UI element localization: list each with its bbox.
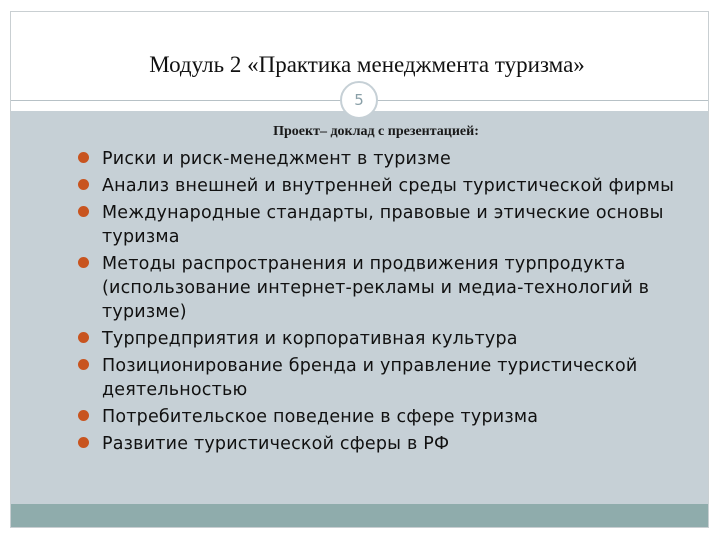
- bullet-item: [78, 432, 678, 456]
- bullet-dot-icon: [78, 359, 89, 370]
- bullet-text: Риски и риск-менеджмент в туризме: [102, 149, 451, 169]
- bullet-item: [78, 252, 678, 324]
- bullet-dot-icon: [78, 437, 89, 448]
- slide-title: Модуль 2 «Практика менеджмента туризма»: [149, 52, 585, 77]
- bullet-list: [78, 147, 678, 459]
- bullet-dot-icon: [78, 179, 89, 190]
- bullet-dot-icon: [78, 206, 89, 217]
- bullet-dot-icon: [78, 152, 89, 163]
- bullet-text: Методы распространения и продвижения турпродукта (использование интернет-рекламы и медиа-технологий в туризме): [102, 254, 650, 322]
- bullet-item: [78, 327, 678, 351]
- bullet-dot-icon: [78, 410, 89, 421]
- bullet-dot-icon: [78, 332, 89, 343]
- bullet-item: [78, 354, 678, 402]
- bullet-text: Турпредприятия и корпоративная культура: [102, 329, 518, 349]
- slide-subtitle: Проект– доклад с презентацией:: [273, 124, 479, 139]
- bullet-text: Анализ внешней и внутренней среды туристической фирмы: [102, 176, 675, 196]
- bullet-text: Развитие туристической сферы в РФ: [102, 434, 450, 454]
- bullet-item: [78, 147, 678, 171]
- bullet-item: [78, 174, 678, 198]
- page-number-badge: [340, 81, 378, 119]
- page-number: 5: [354, 91, 364, 109]
- bullet-text: Позиционирование бренда и управление туристической деятельностью: [102, 356, 638, 400]
- bullet-text: Международные стандарты, правовые и этические основы туризма: [102, 203, 664, 247]
- bullet-item: [78, 201, 678, 249]
- bullet-item: [78, 405, 678, 429]
- bottom-bar: [11, 504, 708, 527]
- bullet-text: Потребительское поведение в сфере туризма: [102, 407, 539, 427]
- bullet-dot-icon: [78, 257, 89, 268]
